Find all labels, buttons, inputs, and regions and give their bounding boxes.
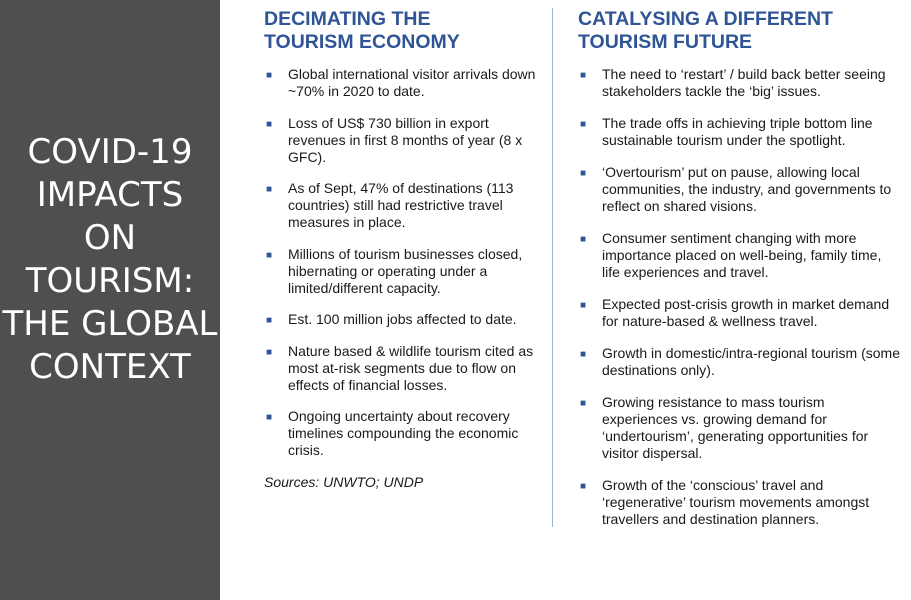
- slide-title-line: THE GLOBAL: [2, 304, 218, 344]
- list-item: [578, 164, 903, 215]
- square-bullet-icon: ■: [266, 118, 273, 130]
- sidebar-panel: [0, 0, 220, 600]
- list-item: [264, 115, 539, 166]
- square-bullet-icon: ■: [580, 300, 587, 311]
- left-bullet-list: [264, 66, 539, 459]
- list-item-text: The trade offs in achieving triple bottom line sustainable tourism under the spotlight.: [602, 115, 873, 148]
- slide-title-line: CONTEXT: [29, 347, 191, 387]
- heading-line: TOURISM FUTURE: [578, 31, 753, 53]
- square-bullet-icon: ■: [266, 315, 273, 326]
- list-item: [264, 180, 539, 231]
- list-item-text: Global international visitor arrivals down ~70% in 2020 to date.: [288, 66, 536, 99]
- list-item: [264, 66, 539, 100]
- slide-title-line: ON: [83, 218, 137, 258]
- list-item-text: Consumer sentiment changing with more importance placed on well-being, family time, life experiences and travel.: [602, 230, 882, 280]
- slide-title-line: COVID-19: [27, 132, 193, 172]
- list-item-text: ‘Overtourism’ put on pause, allowing local communities, the industry, and governments to reflect on shared visions.: [602, 164, 892, 214]
- square-bullet-icon: ■: [266, 346, 273, 358]
- right-column-heading: [578, 8, 903, 54]
- list-item: [578, 230, 903, 281]
- square-bullet-icon: ■: [266, 412, 273, 423]
- right-column: [578, 8, 903, 543]
- list-item: [264, 408, 539, 459]
- square-bullet-icon: ■: [580, 168, 587, 179]
- square-bullet-icon: ■: [266, 249, 273, 261]
- list-item-text: Millions of tourism businesses closed, hibernating or operating under a limited/different capacity.: [288, 245, 523, 296]
- list-item-text: Loss of US$ 730 billion in export revenues in first 8 months of year (8 x GFC).: [288, 114, 523, 165]
- square-bullet-icon: ■: [266, 184, 273, 195]
- list-item-text: Ongoing uncertainty about recovery timelines compounding the economic crisis.: [288, 408, 519, 458]
- left-column-heading: [264, 8, 539, 54]
- heading-line: DECIMATING THE: [264, 8, 431, 30]
- list-item: [578, 394, 903, 462]
- list-item: [578, 66, 903, 100]
- slide-title: [0, 131, 220, 389]
- square-bullet-icon: ■: [580, 398, 587, 409]
- slide-title-line: IMPACTS: [36, 175, 184, 215]
- list-item: [264, 311, 539, 328]
- slide-title-line: TOURISM:: [25, 261, 195, 301]
- list-item: [578, 477, 903, 528]
- list-item: [264, 246, 539, 297]
- square-bullet-icon: ■: [580, 234, 587, 245]
- list-item-text: Growth of the ‘conscious’ travel and ‘regenerative’ tourism movements amongst travellers and destination planners.: [602, 477, 870, 527]
- right-bullet-list: [578, 66, 903, 528]
- square-bullet-icon: ■: [580, 349, 587, 360]
- list-item-text: Expected post-crisis growth in market demand for nature-based & wellness travel.: [602, 296, 890, 329]
- list-item: [578, 345, 903, 379]
- square-bullet-icon: ■: [580, 481, 587, 492]
- list-item-text: Nature based & wildlife tourism cited as most at-risk segments due to flow on effects of financial losses.: [288, 342, 534, 393]
- sources-note: Sources: UNWTO; UNDP: [264, 473, 424, 490]
- list-item: [264, 343, 539, 394]
- heading-line: CATALYSING A DIFFERENT: [578, 8, 833, 30]
- list-item-text: Est. 100 million jobs affected to date.: [288, 311, 517, 327]
- list-item-text: Growth in domestic/intra-regional tourism (some destinations only).: [602, 345, 900, 378]
- list-item: [578, 115, 903, 149]
- list-item: [578, 296, 903, 330]
- square-bullet-icon: ■: [580, 70, 587, 81]
- list-item-text: Growing resistance to mass tourism experiences vs. growing demand for ‘undertourism’, generating opportunities for visitor dispersal.: [602, 394, 869, 461]
- list-item-text: The need to ‘restart’ / build back better seeing stakeholders tackle the ‘big’ issues.: [602, 66, 886, 99]
- heading-line: TOURISM ECONOMY: [264, 31, 460, 53]
- list-item-text: As of Sept, 47% of destinations (113 countries) still had restrictive travel measures in place.: [288, 180, 514, 230]
- square-bullet-icon: ■: [266, 70, 273, 81]
- square-bullet-icon: ■: [580, 119, 587, 130]
- left-column: [264, 8, 539, 491]
- column-divider: [552, 8, 553, 527]
